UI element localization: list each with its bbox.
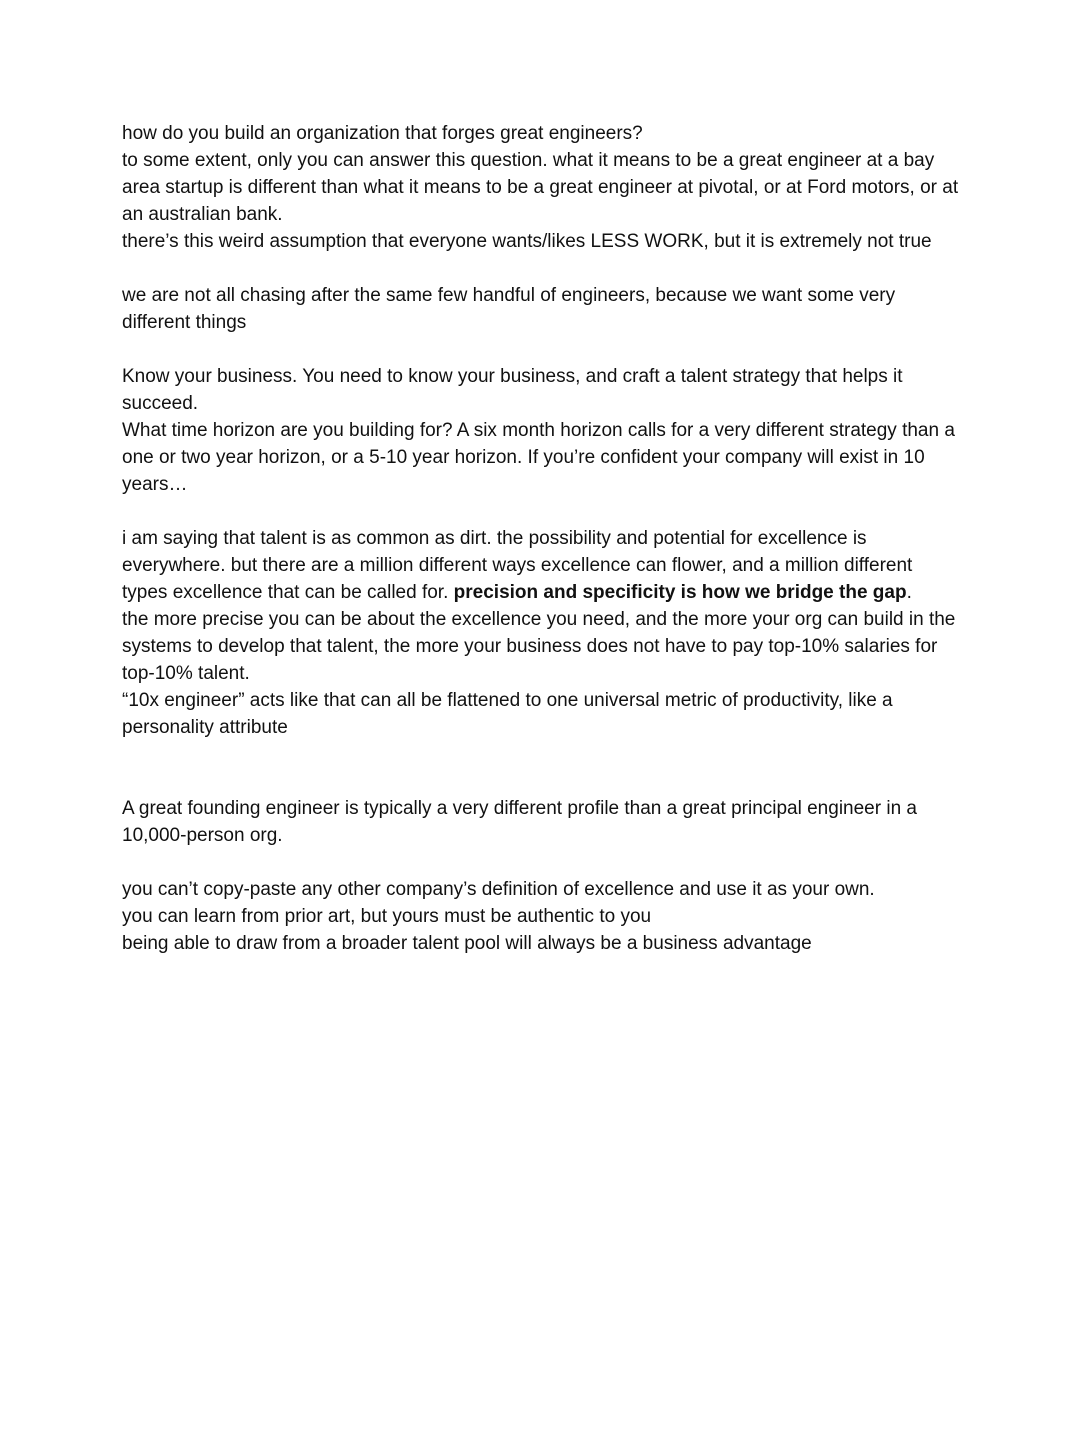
blank-line	[122, 498, 962, 525]
paragraph-precise-excellence: the more precise you can be about the excellence you need, and the more your org can build in the systems to develop that talent, the more your business does not have to pay top-10% salaries for top-10% talent.	[122, 609, 956, 684]
blank-line	[122, 336, 962, 363]
document-body	[122, 120, 962, 957]
paragraph-10x-engineer: “10x engineer” acts like that can all be flattened to one universal metric of productivity, like a personality attribute	[122, 690, 893, 738]
paragraph-only-you-can-answer: to some extent, only you can answer this question. what it means to be a great engineer at a bay area startup is different than what it means to be a great engineer at pivotal, or at Ford motors, or at an australian bank.	[122, 150, 959, 225]
paragraph-prior-art: you can learn from prior art, but yours must be authentic to you	[122, 906, 652, 927]
blank-lines	[122, 741, 962, 795]
paragraph-chasing-engineers: we are not all chasing after the same few handful of engineers, because we want some very different things	[122, 285, 896, 333]
talent-text-before: i am saying that talent is as common as dirt. the possibility and potential for excellence is everywhere. but there are a million different ways excellence can flower, and a million different types excellence that can be called for.	[122, 528, 913, 603]
paragraph-copy-paste: you can’t copy-paste any other company’s definition of excellence and use it as your own.	[122, 879, 875, 900]
blank-line	[122, 849, 962, 876]
blank-line	[122, 255, 962, 282]
paragraph-broader-talent-pool: being able to draw from a broader talent pool will always be a business advantage	[122, 933, 812, 954]
paragraph-founding-engineer: A great founding engineer is typically a very different profile than a great principal engineer in a 10,000-person org.	[122, 798, 917, 846]
bold-emphasis: precision and specificity is how we bridge the gap	[453, 582, 907, 603]
talent-text-after: .	[906, 582, 912, 603]
paragraph-time-horizon: What time horizon are you building for? A six month horizon calls for a very different strategy than a one or two year horizon, or a 5-10 year horizon. If you’re confident your company will exist in 10 years…	[122, 420, 955, 495]
paragraph-talent-common	[122, 525, 962, 606]
paragraph-less-work-assumption: there’s this weird assumption that everyone wants/likes LESS WORK, but it is extremely not true	[122, 231, 932, 252]
paragraph-question: how do you build an organization that forges great engineers?	[122, 123, 643, 144]
paragraph-know-your-business: Know your business. You need to know your business, and craft a talent strategy that helps it succeed.	[122, 366, 903, 414]
